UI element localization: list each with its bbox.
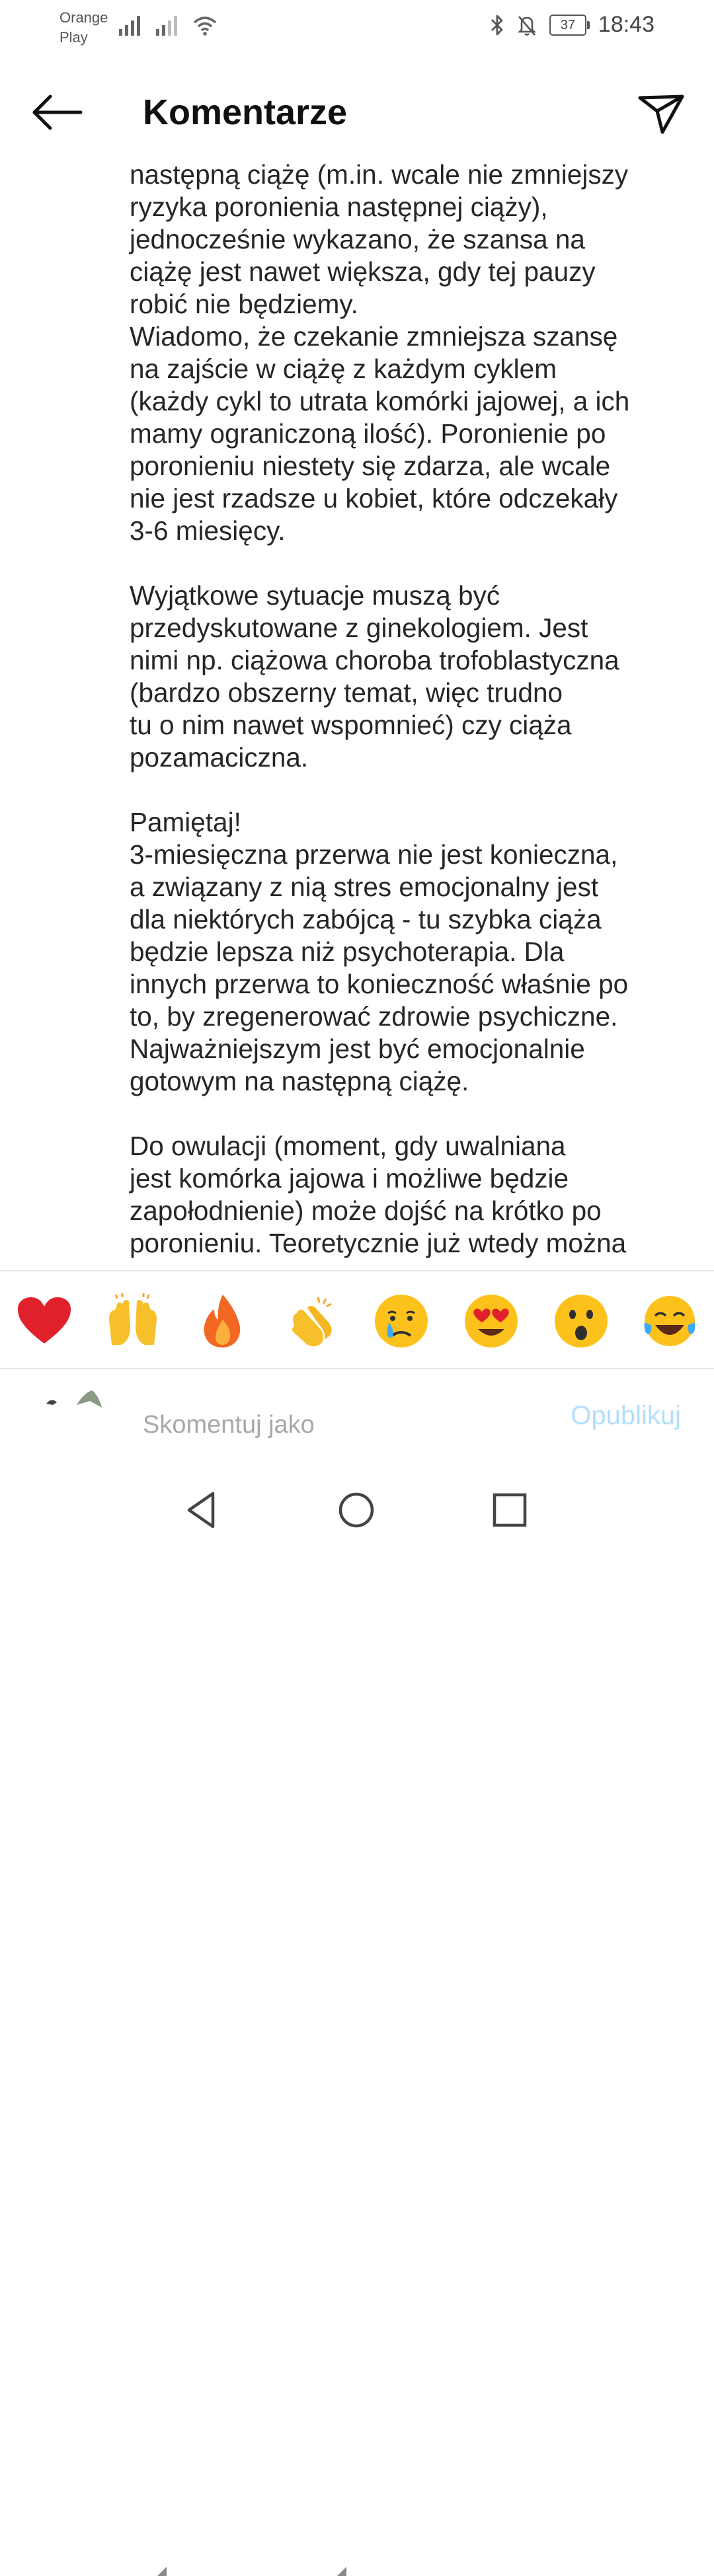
clock: 18:43 — [598, 12, 654, 37]
recents-square-icon[interactable] — [487, 1487, 533, 1533]
carrier-name — [60, 8, 108, 48]
share-button[interactable] — [635, 86, 688, 139]
signal-strength-icon-2 — [156, 15, 178, 36]
back-button[interactable] — [28, 91, 87, 133]
comment-text: następną ciążę (m.in. wcale nie zmniejszy ryzyka poronienia następnej ciąży), jednocześnie wykazano, że szansa na ciążę jest nawet większa, gdy tej pauzy robić nie będziemy. Wiadomo, że czekanie zmniejsza szansę na zajście w ciążę z każdym cyklem (każdy cykl to utrata komórki jajowej, a ich mamy ograniczoną ilość). Poronienie po poronieniu niestety się zdarza, ale wcale nie jest rzadsze u kobiet, które odczekały 3-6 miesięcy. Wyjątkowe sytuacje muszą być przedyskutowane z ginekologiem. Jest nimi np. ciążowa choroba trofoblastyczna (bardzo obszerny temat, więc trudno tu o nim nawet wspomnieć) czy ciąża pozamaciczna. Pamiętaj! 3-miesięczna przerwa nie jest konieczna, a związany z nią stres emocjonalny jest dla niektórych zabójcą - tu szybka ciąża będzie lepsza niż psychoterapia. Dla innych przerwa to konieczność właśnie po to, by zregenerować zdrowie psychiczne. Najważniejszym jest być emocjonalnie gotowym na następną ciążę. Do owulacji (moment, gdy uwalniana jest komórka jajowa i możliwe będzie zapołodnienie) może dojść na krótko po poronieniu. Teoretycznie już wtedy można — [130, 159, 630, 1258]
skin-tone-indicator — [337, 2567, 346, 2576]
paper-plane-icon — [635, 86, 688, 139]
status-right — [490, 12, 654, 38]
clapping-hands-icon[interactable] — [283, 1291, 342, 1351]
raising-hands-icon[interactable] — [103, 1291, 163, 1351]
fire-icon[interactable] — [193, 1291, 253, 1351]
header — [0, 73, 714, 152]
comment-input[interactable] — [143, 1404, 553, 1446]
signal-icons — [119, 15, 217, 36]
carrier-line-1: Orange — [60, 9, 108, 26]
comment-composer — [0, 1368, 714, 1474]
signal-strength-icon — [119, 15, 141, 36]
home-circle-icon[interactable] — [333, 1487, 379, 1533]
surprised-face-icon[interactable] — [551, 1291, 611, 1351]
status-bar — [0, 0, 714, 53]
avatar — [37, 1379, 110, 1431]
battery-indicator: 37 — [549, 15, 586, 36]
red-heart-icon[interactable] — [15, 1291, 74, 1351]
arrow-left-icon — [28, 91, 87, 133]
emoji-quick-bar — [0, 1270, 714, 1369]
carrier-line-2: Play — [60, 29, 88, 46]
skin-tone-indicator — [157, 2567, 167, 2576]
publish-button[interactable]: Opublikuj — [571, 1401, 681, 1430]
comments-scroll-area[interactable] — [0, 159, 714, 1270]
bluetooth-icon — [490, 14, 504, 36]
tears-of-joy-icon[interactable] — [640, 1291, 699, 1351]
page-title: Komentarze — [143, 93, 348, 132]
bell-muted-icon — [516, 14, 537, 36]
heart-eyes-icon[interactable] — [461, 1291, 521, 1351]
system-nav-bar — [0, 1474, 714, 1546]
crying-face-icon[interactable] — [372, 1291, 431, 1351]
wifi-icon — [193, 16, 217, 36]
back-triangle-icon[interactable] — [180, 1487, 226, 1533]
